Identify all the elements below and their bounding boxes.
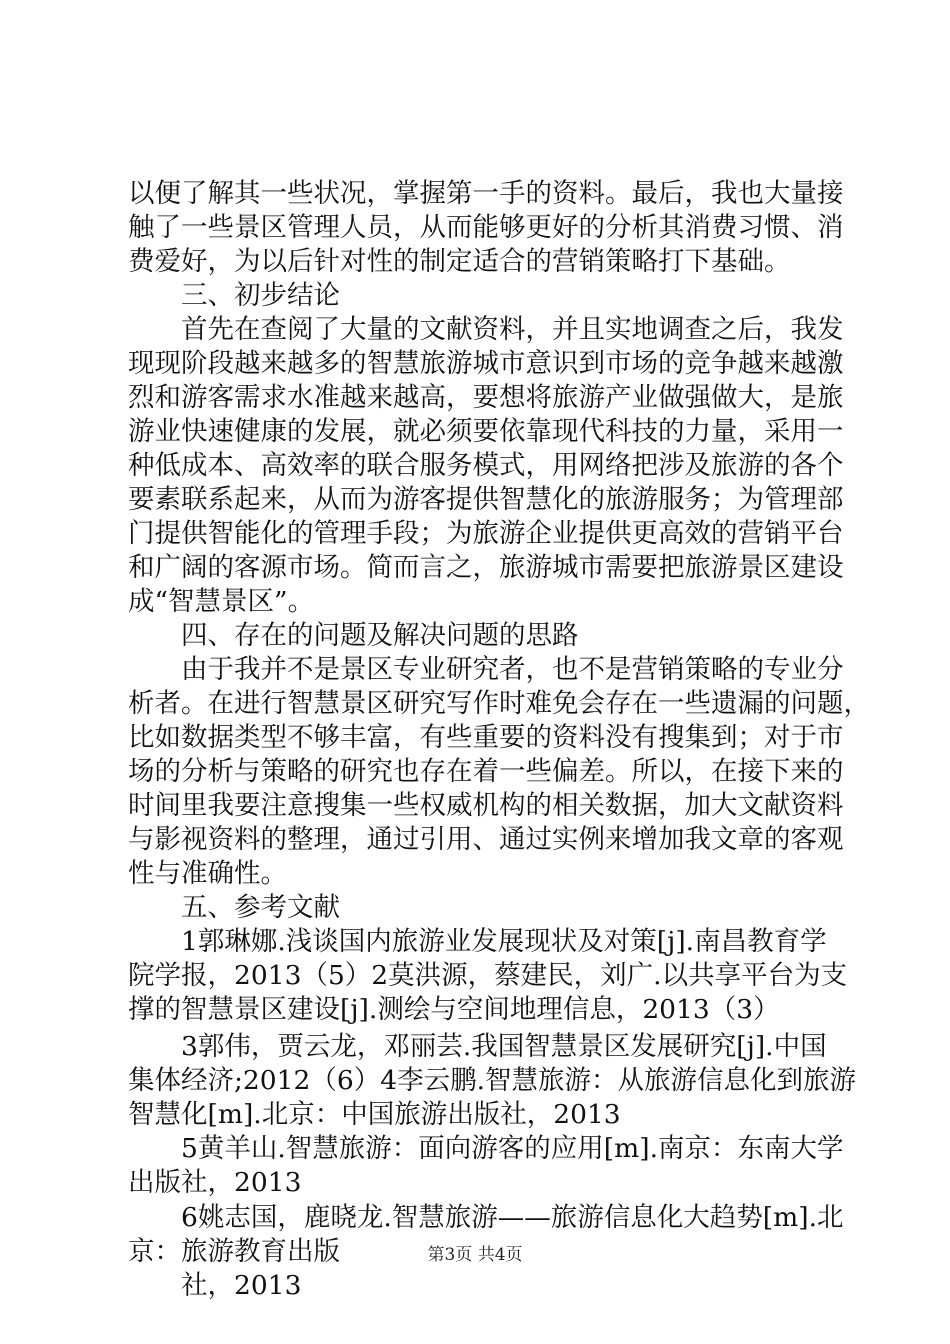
text-line: 京：旅游教育出版 [128,1236,340,1267]
text-line: 由于我并不是景区专业研究者，也不是营销策略的专业分 [128,654,844,685]
text-line: 成“智慧景区”。 [128,586,315,617]
text-line: 6姚志国，鹿晓龙.智慧旅游——旅游信息化大趋势[m].北 [128,1202,844,1233]
text-line: 要素联系起来，从而为游客提供智慧化的旅游服务；为管理部 [128,484,844,515]
text-line: 时间里我要注意搜集一些权威机构的相关数据，加大文献资料 [128,790,844,821]
text-line: 场的分析与策略的研究也存在着一些偏差。所以，在接下来的 [128,756,844,787]
text-line: 首先在查阅了大量的文献资料，并且实地调查之后，我发 [128,314,844,345]
text-line: 院学报，2013（5）2莫洪源，蔡建民，刘广.以共享平台为支 [128,960,848,991]
text-line: 四、存在的问题及解决问题的思路 [128,620,579,651]
page-footer: 第3页 共4页 [427,1245,523,1265]
text-line: 以便了解其一些状况，掌握第一手的资料。最后，我也大量接 [128,178,844,209]
text-line: 三、初步结论 [128,280,340,311]
text-line: 种低成本、高效率的联合服务模式，用网络把涉及旅游的各个 [128,450,844,481]
text-line: 3郭伟，贾云龙，邓丽芸.我国智慧景区发展研究[j].中国 [128,1031,827,1062]
text-line: 五、参考文献 [128,892,340,923]
text-line: 门提供智能化的管理手段；为旅游企业提供更高效的营销平台 [128,518,844,549]
text-line: 与影视资料的整理，通过引用、通过实例来增加我文章的客观 [128,824,844,855]
text-line: 费爱好，为以后针对性的制定适合的营销策略打下基础。 [128,246,791,277]
text-line: 析者。在进行智慧景区研究写作时难免会存在一些遗漏的问题， [128,688,870,719]
text-line: 智慧化[m].北京：中国旅游出版社，2013 [128,1099,621,1130]
text-line: 性与准确性。 [128,858,287,889]
text-line: 烈和游客需求水准越来越高，要想将旅游产业做强做大，是旅 [128,382,844,413]
text-line: 社，2013 [128,1270,302,1301]
text-line: 现现阶段越来越多的智慧旅游城市意识到市场的竞争越来越激 [128,348,844,379]
text-line: 出版社，2013 [128,1167,302,1198]
text-line: 5黄羊山.智慧旅游：面向游客的应用[m].南京：东南大学 [128,1133,844,1164]
text-line: 1郭琳娜.浅谈国内旅游业发展现状及对策[j].南昌教育学 [128,926,827,957]
text-line: 集体经济;2012（6）4李云鹏.智慧旅游：从旅游信息化到旅游 [128,1065,857,1096]
text-line: 比如数据类型不够丰富，有些重要的资料没有搜集到；对于市 [128,722,844,753]
text-line: 游业快速健康的发展，就必须要依靠现代科技的力量，采用一 [128,416,844,447]
text-line: 和广阔的客源市场。简而言之，旅游城市需要把旅游景区建设 [128,552,844,583]
text-line: 触了一些景区管理人员，从而能够更好的分析其消费习惯、消 [128,212,844,243]
text-line: 撑的智慧景区建设[j].测绘与空间地理信息，2013（3） [128,994,780,1025]
